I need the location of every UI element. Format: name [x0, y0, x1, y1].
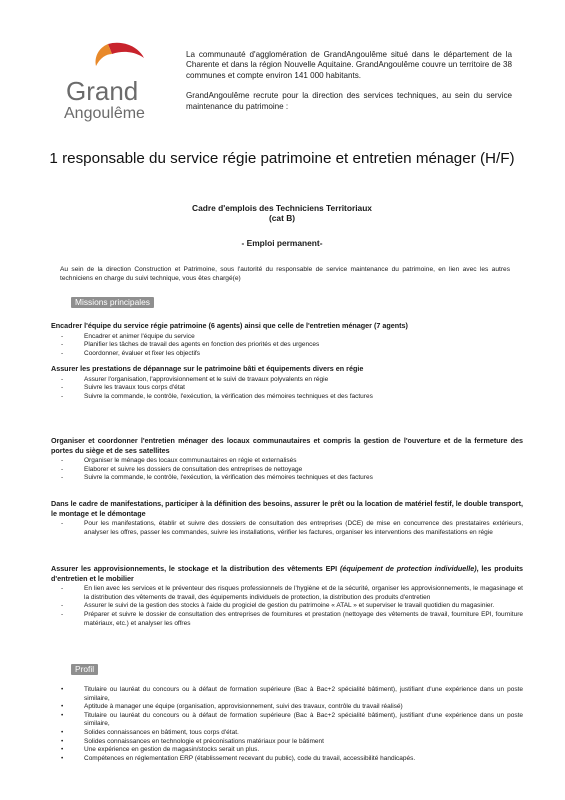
grandangouleme-logo [58, 36, 154, 132]
intro-text [186, 50, 512, 122]
mission-list [51, 333, 523, 359]
profil-heading: Profil [71, 664, 98, 675]
list-item: • Titulaire ou lauréat du concours ou à défaut de formation supérieure (Bac à Bac+2 spécialité bâtiment), justifiant d'une expérience dans un poste similaire, [51, 712, 523, 729]
mission-block-1 [51, 321, 523, 358]
logo-word-angouleme: Angoulême [64, 105, 145, 122]
list-item: - Suivre la commande, le contrôle, l'exécution, la vérification des mémoires techniques et des factures [51, 393, 523, 402]
mission-title-part-1: Assurer les approvisionnements, le stockage et la distribution des vêtements EPI [51, 564, 340, 573]
mission-block-3 [51, 436, 523, 483]
mission-block-4 [51, 499, 523, 537]
mission-title: Organiser et coordonner l'entretien ménager des locaux communautaires et compris la gestion de l'ouverture et de la fermeture des portes du siège et de ses satellites [51, 436, 523, 455]
mission-list [51, 585, 523, 628]
lead-paragraph: Au sein de la direction Construction et Patrimoine, sous l'autorité du responsable de service maintenance du patrimoine, en lien avec les autres techniciens en charge du suivi technique, vous êtes chargé(e) [60, 266, 510, 283]
list-item: - Elaborer et suivre les dossiers de consultation des entreprises de nettoyage [51, 466, 523, 475]
list-item: - Assurer l'organisation, l'approvisionnement et le suivi de travaux polyvalents en régie [51, 376, 523, 385]
logo-word-grand: Grand [66, 76, 139, 106]
list-item: - Assurer le suivi de la gestion des stocks à l'aide du progiciel de gestion du patrimoine « ATAL » et superviser le travail quotidien du magasinier. [51, 602, 523, 611]
mission-block-5 [51, 564, 523, 628]
list-item: • Aptitude à manager une équipe (organisation, approvisionnement, suivi des travaux, contrôle du travail réalisé) [51, 703, 523, 712]
list-item: • Titulaire ou lauréat du concours ou à défaut de formation supérieure (Bac à Bac+2 spécialité bâtiment), justifiant d'une expérience dans un poste similaire, [51, 686, 523, 703]
cadre-line-2: (cat B) [268, 213, 296, 224]
mission-title-part-2: (équipement de protection individuelle) [339, 564, 477, 573]
logo-graphic [58, 36, 154, 132]
list-item: - Préparer et suivre le dossier de consultation des entreprises de fournitures et prestation (nettoyage des vêtements de travail, fourniture EPI, fourniture matériaux, etc.) et analyser les offres [51, 611, 523, 628]
list-item: - En lien avec les services et le préventeur des risques professionnels de l'hygiène et de la sécurité, organiser les approvisionnements, le magasinage et la distribution des vêtements de travail, des équipements individuels de protection, la distribution des produits d'entretien [51, 585, 523, 602]
list-item: • Une expérience en gestion de magasin/stocks serait un plus. [51, 746, 523, 755]
mission-list [51, 376, 523, 402]
job-title: 1 responsable du service régie patrimoine et entretien ménager (H/F) [49, 150, 515, 167]
mission-list [51, 457, 523, 483]
list-item: - Suivre la commande, le contrôle, l'exécution, la vérification des mémoires techniques et des factures [51, 474, 523, 483]
mission-title [51, 564, 523, 583]
emploi-type: - Emploi permanent- [241, 238, 323, 248]
missions-heading: Missions principales [71, 297, 154, 308]
cadre-line-1: Cadre d'emplois des Techniciens Territoriaux [192, 203, 372, 213]
mission-title: Dans le cadre de manifestations, participer à la définition des besoins, assurer le prêt ou la location de matériel festif, le double transport, le montage et le démontage [51, 499, 523, 518]
list-item: - Pour les manifestations, établir et suivre des dossiers de consultation des entreprises (DCE) de mise en concurrence des prestataires extérieurs, analyser les offres, passer les commandes, suivre les installations, vérifier les factures, organiser les interventions des manifestations en régie [51, 520, 523, 537]
list-item: • Solides connaissances en technologie et préconisations matériaux pour le bâtiment [51, 738, 523, 747]
mission-title: Encadrer l'équipe du service régie patrimoine (6 agents) ainsi que celle de l'entretien ménager (7 agents) [51, 321, 408, 330]
list-item: - Suivre les travaux tous corps d'état [51, 384, 523, 393]
mission-list [51, 520, 523, 537]
list-item: - Planifier les tâches de travail des agents en fonction des priorités et des urgences [51, 341, 523, 350]
list-item: - Coordonner, évaluer et fixer les objectifs [51, 350, 523, 359]
profil-list [51, 686, 523, 763]
list-item: - Encadrer et animer l'équipe du service [51, 333, 523, 342]
intro-paragraph-2: GrandAngoulême recrute pour la direction des services techniques, au sein du service maintenance du patrimoine : [186, 91, 512, 111]
intro-paragraph-1: La communauté d'agglomération de GrandAngoulême situé dans le département de la Charente et dans la région Nouvelle Aquitaine. GrandAngoulême couvre un territoire de 38 communes et compte environ 141 000 habitants. [186, 50, 512, 80]
list-item: • Solides connaissances en bâtiment, tous corps d'état. [51, 729, 523, 738]
mission-block-2 [51, 364, 523, 401]
list-item: • Compétences en réglementation ERP (établissement recevant du public), code du travail, accessibilité handicapés. [51, 755, 523, 764]
cadre-emplois [40, 203, 524, 224]
list-item: - Organiser le ménage des locaux communautaires en régie et externalisés [51, 457, 523, 466]
mission-title-part-3: , les produits d'entretien et le mobilier [51, 564, 523, 583]
mission-title: Assurer les prestations de dépannage sur le patrimoine bâti et équipements divers en régie [51, 364, 364, 373]
